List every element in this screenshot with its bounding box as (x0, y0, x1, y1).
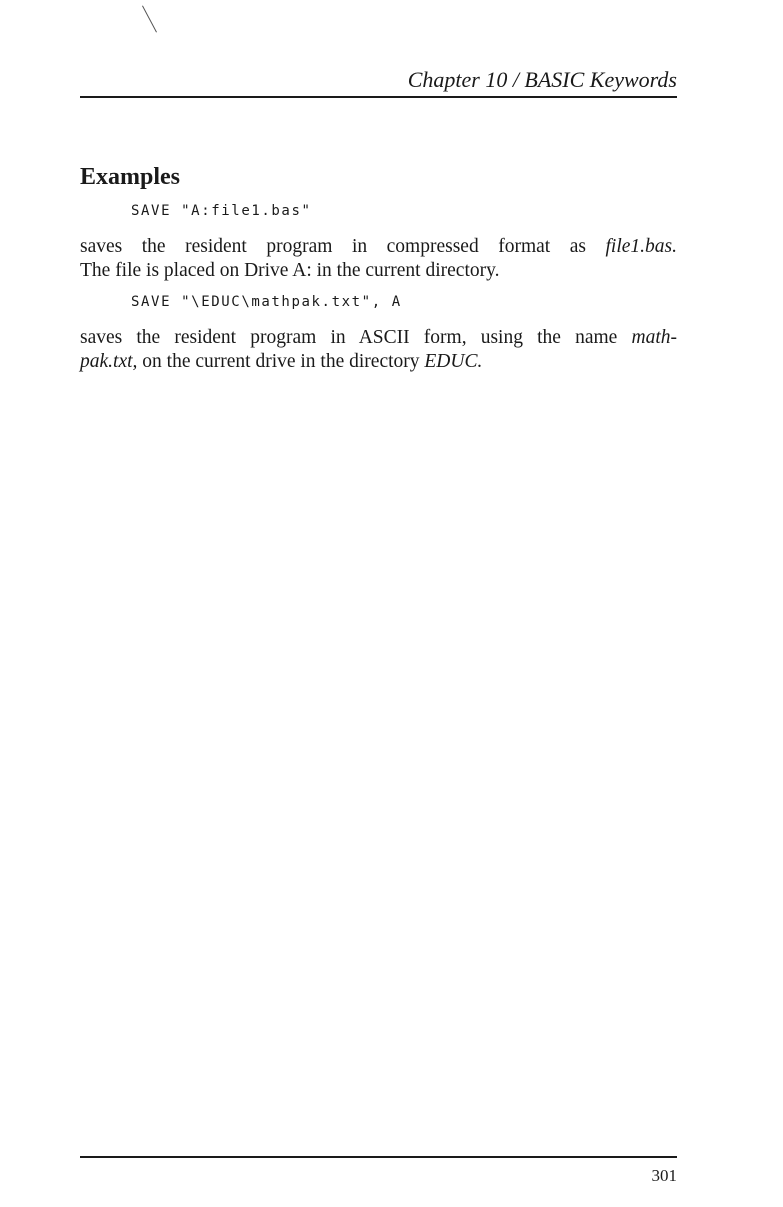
example-2-description (80, 326, 677, 374)
example-2-line-2 (80, 350, 677, 374)
page-number: 301 (651, 1166, 677, 1185)
running-head: Chapter 10 / BASIC Keywords (407, 67, 677, 92)
example-2-text: saves the resident program in ASCII form, using the name (80, 327, 632, 348)
header-rule (80, 96, 677, 98)
example-2-directory: EDUC. (424, 351, 483, 372)
scan-artifact-mark (142, 6, 157, 33)
section-heading: Examples (80, 164, 181, 190)
example-2-filename-part-2: pak.txt, (80, 351, 138, 372)
example-1-filename: file1.bas. (605, 236, 677, 257)
example-1-line-2: The file is placed on Drive A: in the current directory. (80, 260, 500, 281)
example-2-text-2: on the current drive in the directory (137, 351, 425, 372)
example-1-text: saves the resident program in compressed format as (80, 236, 606, 257)
example-2-line-1 (80, 326, 677, 350)
example-1-line-1 (80, 235, 677, 259)
example-1-description (80, 235, 677, 283)
example-2-filename-part-1: math- (631, 327, 677, 348)
footer-rule (80, 1156, 677, 1158)
code-example-2: SAVE "\EDUC\mathpak.txt", A (131, 294, 402, 310)
code-example-1: SAVE "A:file1.bas" (131, 203, 312, 219)
